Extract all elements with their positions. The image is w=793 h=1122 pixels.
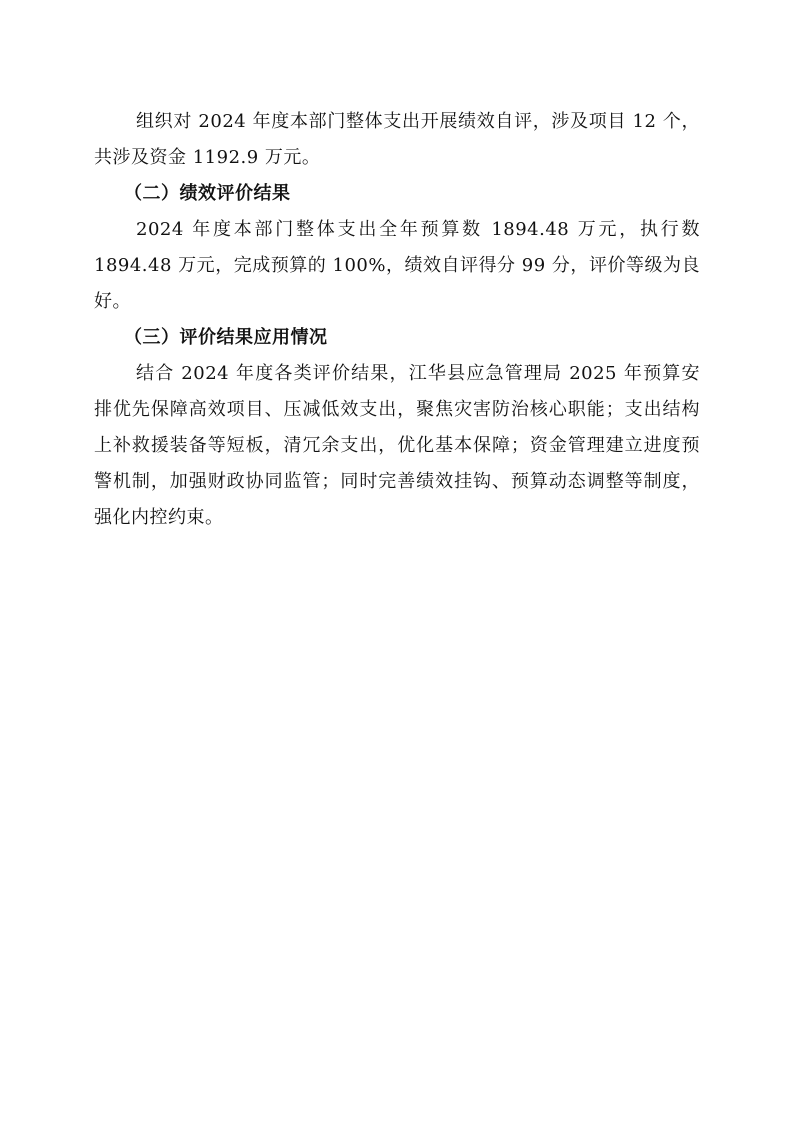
section-heading-results-application: （三）评价结果应用情况 — [124, 327, 328, 348]
document-body — [94, 104, 700, 536]
paragraph-evaluation-results: 2024 年度本部门整体支出全年预算数 1894.48 万元，执行数 1894.48 万元，完成预算的 100%，绩效自评得分 99 分，评价等级为良好。 — [94, 219, 700, 312]
section-heading-evaluation-results: （二）绩效评价结果 — [124, 183, 291, 204]
paragraph-results-application: 结合 2024 年度各类评价结果，江华县应急管理局 2025 年预算安排优先保障高效项目、压减低效支出，聚焦灾害防治核心职能；支出结构上补救援装备等短板，清冗余支出，优化基本保障；资金管理建立进度预警机制，加强财政协同监管；同时完善绩效挂钩、预算动态调整等制度，强化内控约束。 — [94, 363, 700, 528]
paragraph-self-evaluation: 组织对 2024 年度本部门整体支出开展绩效自评，涉及项目 12 个，共涉及资金 1192.9 万元。 — [94, 111, 700, 168]
